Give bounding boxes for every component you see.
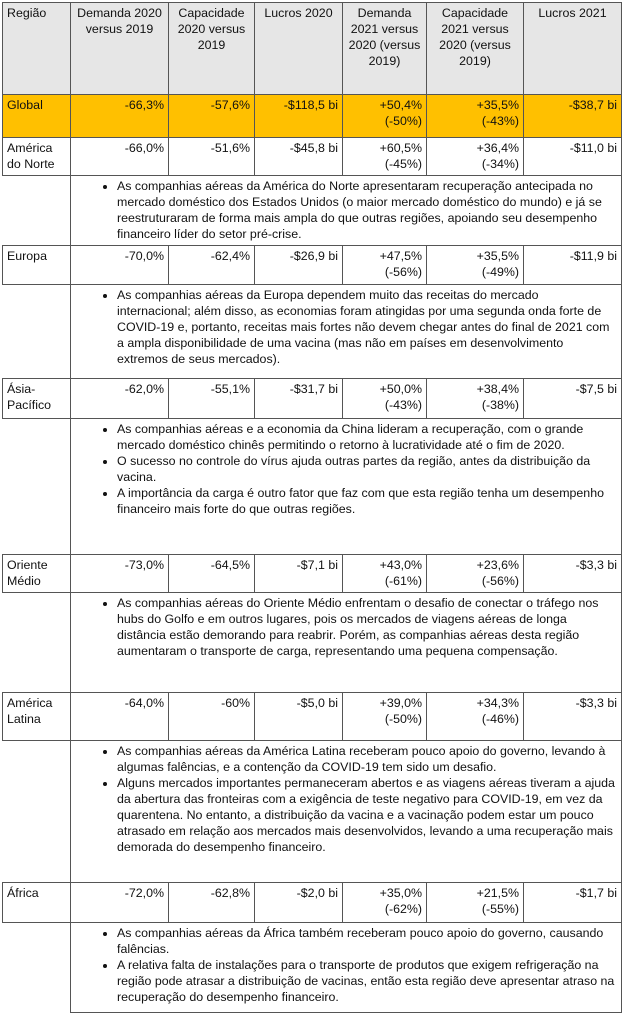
notes-list [97, 925, 615, 1005]
value-cell [427, 246, 524, 285]
value-cell [343, 246, 427, 285]
region-cell: América Latina [3, 693, 71, 741]
value-2021: +35,5% [476, 98, 519, 112]
value-cell [343, 883, 427, 923]
note-item: • Alguns mercados importantes permaneceram abertos e as viagens aéreas tiveram a ajuda da abertura das fronteiras com a exigência de teste negativo para COVID-19, em vez da quarentena. No entanto, a distribuição da vacina e a vacinação podem estar um pouco atrasado em relação aos mercados mais desenvolvidos, levando a uma recuperação mais demorada do desempenho financeiro. [117, 775, 615, 855]
region-cell: Europa [3, 246, 71, 285]
value-cell: -57,6% [169, 95, 255, 138]
value-cell: -$5,0 bi [255, 693, 343, 741]
value-2021: +43,0% [379, 558, 422, 572]
value-vs-2019: (-56%) [384, 265, 422, 279]
value-cell [343, 555, 427, 593]
notes-cell [71, 923, 622, 1013]
value-cell: -66,3% [71, 95, 169, 138]
notes-spacer [3, 741, 71, 883]
note-item: • As companhias aéreas da América do Norte apresentaram recuperação antecipada no mercado doméstico dos Estados Unidos (o maior mercado doméstico do mundo) e já se reestruturaram de forma mais ampla do que outras regiões, apoiando seu desempenho financeiro líder do setor pré-crise. [117, 178, 615, 242]
region-cell: Global [3, 95, 71, 138]
value-cell [427, 693, 524, 741]
header-cell: Capacidade 2020 versus 2019 [169, 3, 255, 95]
region-cell: América do Norte [3, 138, 71, 176]
header-cell: Demanda 2020 versus 2019 [71, 3, 169, 95]
value-cell [427, 95, 524, 138]
notes-list [97, 595, 615, 659]
notes-list [97, 178, 615, 242]
table-row [3, 555, 622, 593]
value-cell: -62,8% [169, 883, 255, 923]
value-vs-2019: (-45%) [384, 157, 422, 171]
notes-row [3, 176, 622, 246]
value-cell: -62,0% [71, 379, 169, 419]
value-cell: -$118,5 bi [255, 95, 343, 138]
value-vs-2019: (-56%) [481, 574, 519, 588]
table-row [3, 246, 622, 285]
notes-row [3, 285, 622, 379]
value-cell: -62,4% [169, 246, 255, 285]
note-item: • As companhias aéreas da África também receberam pouco apoio do governo, causando falências. [117, 925, 615, 957]
value-vs-2019: (-43%) [384, 398, 422, 412]
note-item: • As companhias aéreas da Europa dependem muito das receitas do mercado internacional; além disso, as economias foram atingidas por uma segunda onda forte de COVID-19 e, portanto, receitas mais fortes não devem chegar antes do final de 2021 com a ampla disponibilidade de uma vacina (mas não em países em desenvolvimento extremos de seus mercados). [117, 287, 615, 367]
notes-row [3, 593, 622, 693]
value-2021: +50,0% [379, 382, 422, 396]
notes-cell [71, 741, 622, 883]
value-2021: +35,0% [379, 886, 422, 900]
value-cell: -$3,3 bi [524, 693, 622, 741]
notes-row [3, 923, 622, 1013]
note-item: • O sucesso no controle do vírus ajuda outras partes da região, antes da distribuição da vacina. [117, 453, 615, 485]
notes-cell [71, 419, 622, 555]
value-vs-2019: (-50%) [384, 712, 422, 726]
value-vs-2019: (-61%) [384, 574, 422, 588]
region-cell: Ásia-Pacífico [3, 379, 71, 419]
region-cell: Oriente Médio [3, 555, 71, 593]
table-row [3, 693, 622, 741]
notes-spacer [3, 285, 71, 379]
airline-outlook-table [2, 2, 622, 1013]
value-vs-2019: (-62%) [384, 902, 422, 916]
note-item: • As companhias aéreas do Oriente Médio enfrentam o desafio de conectar o tráfego nos hubs do Golfo e em outros lugares, pois os mercados de viagens aéreas de longa distância estão demorando para reabrir. Porém, as companhias aéreas desta região aumentaram o transporte de carga, representando uma pequena compensação. [117, 595, 615, 659]
note-item: • As companhias aéreas da América Latina receberam pouco apoio do governo, levando à algumas falências, e a contenção da COVID-19 tem sido um desafio. [117, 743, 615, 775]
header-cell: Região [3, 3, 71, 95]
value-cell: -51,6% [169, 138, 255, 176]
value-cell: -66,0% [71, 138, 169, 176]
notes-cell [71, 176, 622, 246]
value-vs-2019: (-55%) [481, 902, 519, 916]
value-cell [343, 95, 427, 138]
notes-cell [71, 285, 622, 379]
value-cell: -60% [169, 693, 255, 741]
notes-list [97, 421, 615, 517]
value-cell [343, 379, 427, 419]
notes-spacer [3, 176, 71, 246]
value-cell: -$7,5 bi [524, 379, 622, 419]
value-cell: -$7,1 bi [255, 555, 343, 593]
value-cell: -55,1% [169, 379, 255, 419]
value-cell: -$2,0 bi [255, 883, 343, 923]
value-cell: -$11,0 bi [524, 138, 622, 176]
value-cell: -72,0% [71, 883, 169, 923]
header-cell: Lucros 2021 [524, 3, 622, 95]
value-2021: +21,5% [476, 886, 519, 900]
value-vs-2019: (-43%) [481, 114, 519, 128]
note-item: • A importância da carga é outro fator que faz com que esta região tenha um desempenho financeiro mais forte do que outras regiões. [117, 485, 615, 517]
value-2021: +39,0% [379, 696, 422, 710]
header-cell: Demanda 2021 versus 2020 (versus 2019) [343, 3, 427, 95]
value-cell [427, 555, 524, 593]
notes-row [3, 741, 622, 883]
value-2021: +35,5% [476, 249, 519, 263]
value-vs-2019: (-46%) [481, 712, 519, 726]
notes-spacer [3, 923, 71, 1013]
value-cell: -64,5% [169, 555, 255, 593]
value-2021: +23,6% [476, 558, 519, 572]
value-cell [427, 379, 524, 419]
value-cell: -$3,3 bi [524, 555, 622, 593]
value-cell [343, 138, 427, 176]
note-item: • A relativa falta de instalações para o transporte de produtos que exigem refrigeração na região pode atrasar a distribuição de vacinas, então esta região deve apresentar atraso na recuperação do desempenho financeiro. [117, 957, 615, 1005]
value-cell [427, 138, 524, 176]
value-cell: -$11,9 bi [524, 246, 622, 285]
notes-cell [71, 593, 622, 693]
notes-row [3, 419, 622, 555]
value-cell: -$38,7 bi [524, 95, 622, 138]
table-row [3, 883, 622, 923]
value-cell: -$31,7 bi [255, 379, 343, 419]
table-row [3, 95, 622, 138]
value-cell [343, 693, 427, 741]
value-vs-2019: (-38%) [481, 398, 519, 412]
value-cell: -64,0% [71, 693, 169, 741]
value-2021: +60,5% [379, 141, 422, 155]
value-2021: +47,5% [379, 249, 422, 263]
value-vs-2019: (-50%) [384, 114, 422, 128]
value-2021: +50,4% [379, 98, 422, 112]
value-cell: -70,0% [71, 246, 169, 285]
region-cell: África [3, 883, 71, 923]
value-cell: -73,0% [71, 555, 169, 593]
notes-spacer [3, 593, 71, 693]
value-2021: +38,4% [476, 382, 519, 396]
header-row [3, 3, 622, 95]
notes-spacer [3, 419, 71, 555]
value-vs-2019: (-34%) [481, 157, 519, 171]
header-cell: Capacidade 2021 versus 2020 (versus 2019) [427, 3, 524, 95]
value-2021: +34,3% [476, 696, 519, 710]
header-cell: Lucros 2020 [255, 3, 343, 95]
value-cell [427, 883, 524, 923]
value-cell: -$45,8 bi [255, 138, 343, 176]
note-item: • As companhias aéreas e a economia da China lideram a recuperação, com o grande mercado doméstico chinês permitindo o retorno à lucratividade até o fim de 2020. [117, 421, 615, 453]
value-2021: +36,4% [476, 141, 519, 155]
value-vs-2019: (-49%) [481, 265, 519, 279]
notes-list [97, 743, 615, 855]
notes-list [97, 287, 615, 367]
value-cell: -$1,7 bi [524, 883, 622, 923]
table-row [3, 138, 622, 176]
table-row [3, 379, 622, 419]
value-cell: -$26,9 bi [255, 246, 343, 285]
